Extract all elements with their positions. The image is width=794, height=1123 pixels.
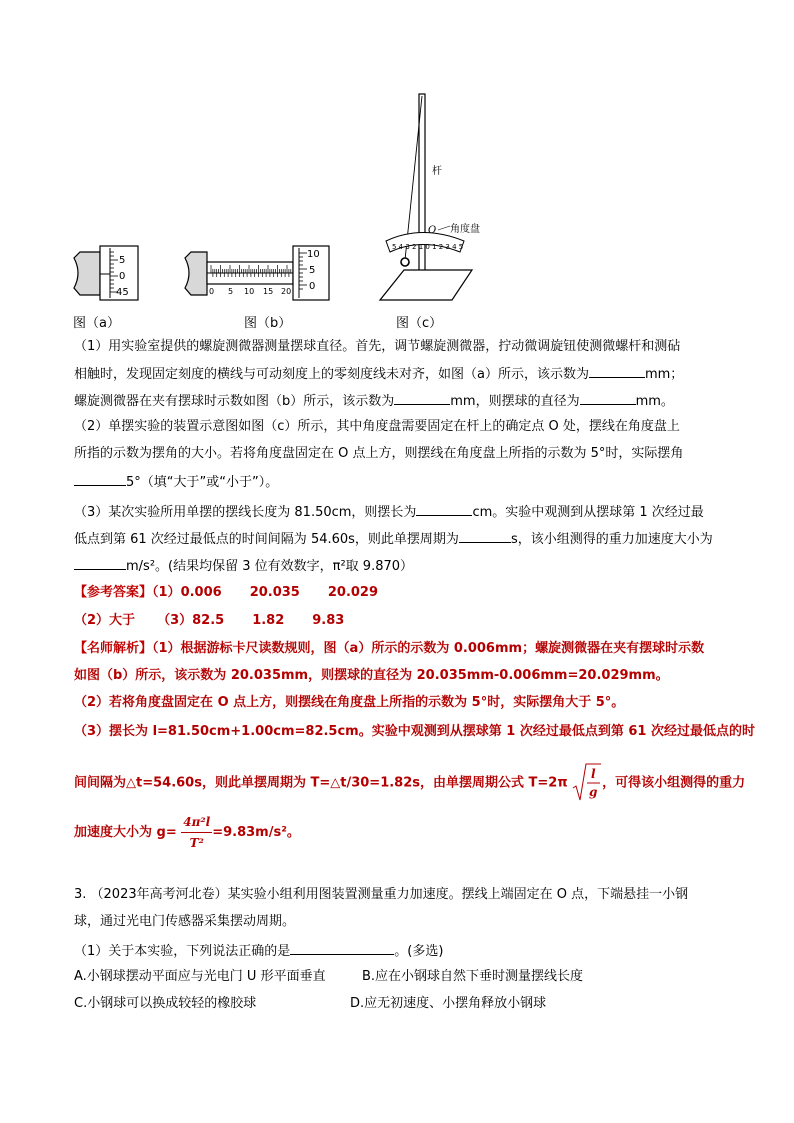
q2-line-3: 5°（填“大于”或“小于”）。 (74, 471, 278, 493)
fraction-denominator: T² (189, 836, 204, 850)
fraction-formula (181, 812, 212, 853)
q3-line-1: （3）某次实验所用单摆的摆线长度为 81.50cm，则摆长为 cm。实验中观测到从摆球第 1 次经过最 (74, 501, 704, 523)
q2-line-2: 所指的示数为摆角的大小。若将角度盘固定在 O 点上方，则摆线在角度盘上所指的示数为 5°时，实际摆角 (74, 446, 684, 461)
answer-blank[interactable] (416, 501, 472, 516)
analysis-line-6: 加速度大小为 g= $\frac{\text{4π²l}}{\text{T²}}$ =9.83m/s²。 (74, 812, 300, 853)
analysis-line-3: （2）若将角度盘固定在 O 点上方，则摆线在角度盘上所指的示数为 5°时，实际摆角大于 5°。 (74, 695, 625, 710)
answer-blank[interactable] (394, 390, 450, 405)
analysis-line-5: 间间隔为△t=54.60s，则此单摆周期为 T=△t/30=1.82s，由单摆周期公式 T=2π l g ，可得该小组测得的重力 (74, 762, 745, 804)
q3-line-2: 低点到第 61 次经过最低点的时间间隔为 54.60s，则此单摆周期为 s，该小组测得的重力加速度大小为 (74, 528, 713, 550)
fig-b-bottom-tick-2: 5 (228, 287, 234, 296)
fig-c-rod-label: 杆 (432, 166, 442, 177)
fig-c-dial-digits: 5 4 3 2 1 0 1 2 3 4 5 (392, 243, 464, 251)
figure-a-micrometer (72, 240, 140, 306)
q3-next-line-3: （1）关于本实验，下列说法正确的是 。(多选) (74, 940, 443, 962)
fig-b-bottom-tick-4: 15 (263, 287, 274, 296)
fig-a-tick-2: 0 (119, 271, 126, 282)
fig-b-right-tick-2: 5 (309, 265, 316, 276)
q1-line-1: （1）用实验室提供的螺旋测微器测量摆球直径。首先，调节螺旋测微器，拧动微调旋钮使测微螺杆和测砧 (74, 339, 681, 354)
q1-line-3: 螺旋测微器在夹有摆球时示数如图（b）所示，该示数为 mm，则摆球的直径为 mm。 (74, 390, 674, 412)
q3-next-line-2: 球，通过光电门传感器采集摆动周期。 (74, 914, 296, 929)
sqrt-numerator: l (591, 767, 596, 781)
figure-b-micrometer (183, 240, 333, 306)
q3-line-3: m/s²。(结果均保留 3 位有效数字，π²取 9.870） (74, 555, 413, 577)
figure-c-pendulum (372, 92, 480, 304)
answer-blank[interactable] (459, 528, 511, 543)
fig-b-right-tick-3: 0 (309, 281, 316, 292)
answer-label: 【参考答案】 (74, 585, 153, 600)
analysis-label: 【名师解析】 (74, 641, 153, 656)
analysis-line-1: 【名师解析】（1）根据游标卡尺读数规则，图（a）所示的示数为 0.006mm；螺旋测微器在夹有摆球时示数 (74, 641, 705, 656)
answer-line-2: （2）大于 （3）82.5 1.82 9.83 (74, 613, 345, 628)
sqrt-formula (572, 762, 602, 804)
fig-b-bottom-tick-3: 10 (244, 287, 255, 296)
option-b[interactable]: B.应在小钢球自然下垂时测量摆线长度 (362, 969, 584, 984)
q1-line-2: 相触时，发现固定刻度的横线与可动刻度上的零刻度线未对齐，如图（a）所示，该示数为 mm； (74, 363, 683, 385)
fig-a-tick-3: 45 (116, 287, 129, 298)
fig-c-point-o: O (428, 225, 437, 236)
fig-a-tick-1: 5 (119, 255, 126, 266)
fig-b-bottom-tick-5: 20 (281, 287, 292, 296)
answer-blank[interactable] (580, 390, 636, 405)
fig-c-dial-label: 角度盘 (450, 224, 480, 235)
q2-line-1: （2）单摆实验的装置示意图如图（c）所示，其中角度盘需要固定在杆上的确定点 O 处，摆线在角度盘上 (74, 419, 680, 434)
fraction-numerator: 4π²l (181, 812, 212, 833)
analysis-line-2: 如图（b）所示，该示数为 20.035mm，则摆球的直径为 20.035mm-0.006mm=20.029mm。 (74, 668, 669, 683)
analysis-line-4: （3）摆长为 l=81.50cm+1.00cm=82.5cm。实验中观测到从摆球第 1 次经过最低点到第 61 次经过最低点的时 (74, 724, 755, 739)
fig-b-right-tick-1: 10 (307, 249, 320, 260)
option-d[interactable]: D.应无初速度、小摆角释放小钢球 (350, 996, 547, 1011)
answer-line-1: 【参考答案】（1）0.006 20.035 20.029 (74, 585, 379, 600)
fig-b-bottom-tick-1: 0 (209, 287, 215, 296)
figure-a-caption: 图（a） (73, 316, 120, 331)
figure-b-caption: 图（b） (244, 316, 292, 331)
answer-blank[interactable] (290, 940, 394, 955)
answer-blank[interactable] (589, 363, 645, 378)
option-c[interactable]: C.小钢球可以换成较轻的橡胶球 (74, 996, 257, 1011)
answer-blank[interactable] (74, 555, 126, 570)
sqrt-denominator: g (589, 785, 598, 799)
answer-blank[interactable] (74, 471, 126, 486)
q3-next-line-1: 3. （2023年高考河北卷）某实验小组利用图装置测量重力加速度。摆线上端固定在 O 点，下端悬挂一小钢 (74, 887, 689, 902)
figure-c-caption: 图（c） (396, 316, 443, 331)
option-a[interactable]: A.小钢球摆动平面应与光电门 U 形平面垂直 (74, 969, 326, 984)
